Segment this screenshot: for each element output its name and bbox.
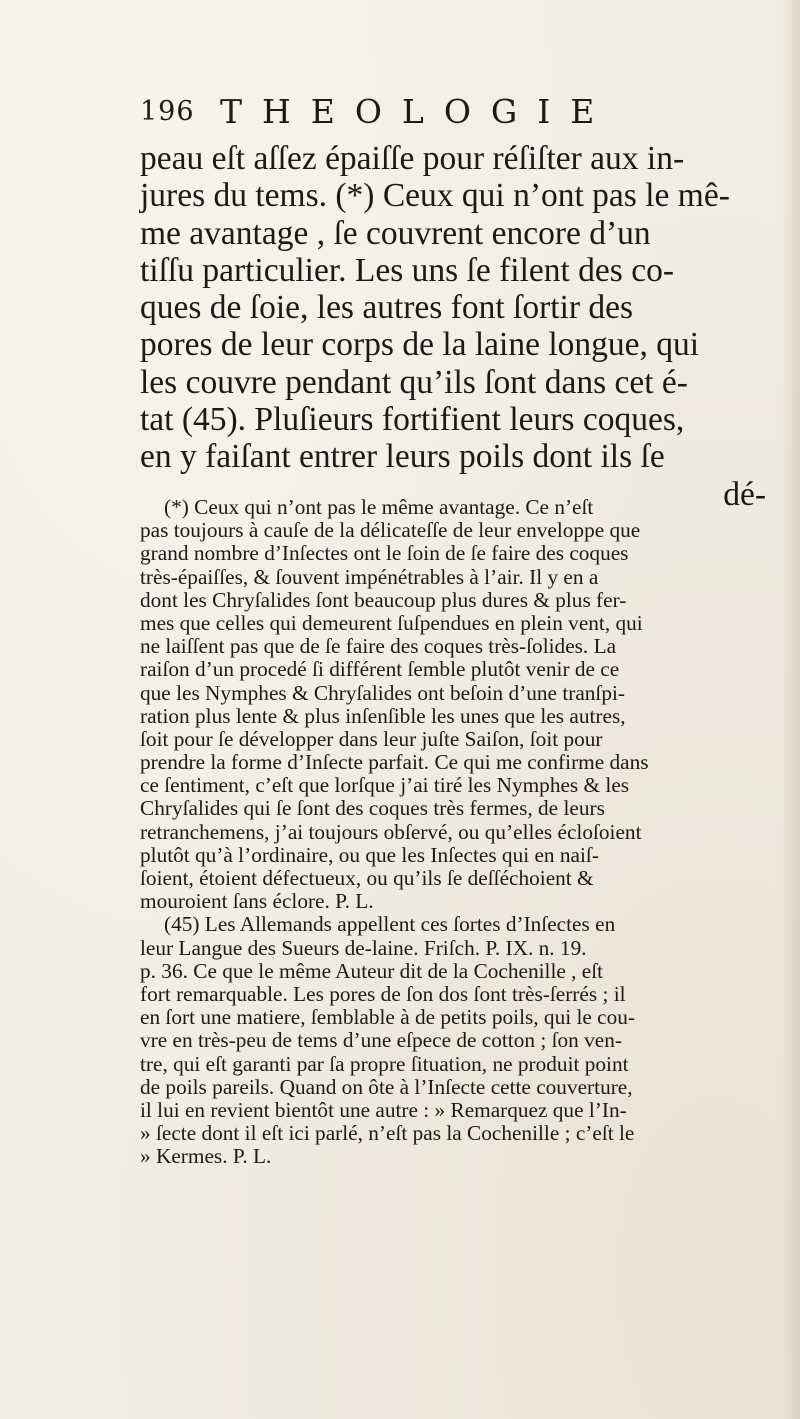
page-number: 196	[140, 96, 195, 127]
footnote-line: p. 36. Ce que le même Auteur dit de la Cochenille , eſt	[140, 958, 604, 983]
footnote-line: ſoient, étoient défectueux, ou qu’ils ſe deſſéchoient &	[140, 866, 594, 890]
footnote-line: plutôt qu’à l’ordinaire, ou que les Inſectes qui en naiſ-	[140, 842, 599, 867]
page-gutter-shadow	[782, 0, 800, 1419]
footnote-line: tre, qui eſt garanti par ſa propre ſituation, ne produit point	[140, 1051, 629, 1076]
footnote-line: ration plus lente & plus inſenſible les unes que les autres,	[140, 703, 626, 728]
footnote-line: mes que celles qui demeurent ſuſpendues en plein vent, qui	[140, 610, 643, 635]
footnote-line: dont les Chryſalides ſont beaucoup plus dures & plus fer-	[140, 587, 627, 612]
footnote-line: que les Nymphes & Chryſalides ont beſoin d’une tranſpi-	[140, 680, 626, 705]
footnote-line: de poils pareils. Quand on ôte à l’Inſecte cette couverture,	[140, 1074, 633, 1099]
running-title: THEOLOGIE	[220, 92, 615, 131]
footnote-line: il lui en revient bientôt une autre : » Remarquez que l’In-	[140, 1097, 627, 1122]
footnote-line: ne laiſſent pas que de ſe faire des coques très-ſolides. La	[140, 634, 617, 659]
main-text-line: ques de ſoie, les autres font ſortir des	[140, 289, 634, 327]
main-text-line: en y faiſant entrer leurs poils dont ils ſe	[140, 438, 665, 476]
footnote-line: mouroient ſans éclore. P. L.	[140, 889, 374, 914]
footnote-line: » Kermes. P. L.	[140, 1144, 272, 1169]
main-text-line: peau eſt aſſez épaiſſe pour réſiſter aux in-	[140, 140, 685, 177]
footnote-line: fort remarquable. Les pores de ſon dos ſont très-ſerrés ; il	[140, 981, 626, 1006]
footnote-line: ſoit pour ſe développer dans leur juſte Saiſon, ſoit pour	[140, 726, 603, 751]
footnote-line: ce ſentiment, c’eſt que lorſque j’ai tiré les Nymphes & les	[140, 773, 630, 798]
footnote-line: leur Langue des Sueurs de-laine. Friſch. P. IX. n. 19.	[140, 935, 587, 960]
main-text-line: tiſſu particulier. Les uns ſe filent des co-	[140, 251, 674, 289]
main-text-line: jures du tems. (*) Ceux qui n’ont pas le mê-	[140, 177, 730, 215]
footnote-line: (45) Les Allemands appellent ces ſortes d’Inſectes en	[164, 912, 616, 937]
footnote-line: retranchemens, j’ai toujours obſervé, ou qu’elles écloſoient	[140, 819, 642, 844]
footnote-line: pas toujours à cauſe de la délicateſſe de leur enveloppe que	[140, 518, 641, 543]
footnote-line: (*) Ceux qui n’ont pas le même avantage. Ce n’eſt	[164, 495, 594, 519]
main-text-line: pores de leur corps de la laine longue, qui	[140, 326, 700, 364]
footnote-line: grand nombre d’Inſectes ont le ſoin de ſe faire des coques	[140, 541, 629, 566]
footnote-line: Chryſalides qui ſe ſont des coques très fermes, de leurs	[140, 796, 605, 821]
footnote-line: très-épaiſſes, & ſouvent impénétrables à l’air. Il y en a	[140, 564, 599, 589]
page-header	[140, 92, 740, 142]
main-text-line: les couvre pendant qu’ils ſont dans cet é-	[140, 363, 688, 401]
main-text	[140, 140, 780, 513]
footnotes	[140, 496, 780, 1168]
footnote-line: vre en très-peu de tems d’une eſpece de cotton ; ſon ven-	[140, 1028, 622, 1053]
main-text-line: tat (45). Pluſieurs fortifient leurs coques,	[140, 401, 685, 439]
footnote-line: en ſort une matiere, ſemblable à de petits poils, qui le cou-	[140, 1005, 635, 1030]
catchword: dé-	[723, 475, 766, 513]
main-text-line: me avantage , ſe couvrent encore d’un	[140, 214, 651, 252]
footnote-line: prendre la forme d’Inſecte parfait. Ce qui me confirme dans	[140, 750, 649, 775]
footnote-line: » ſecte dont il eſt ici parlé, n’eſt pas la Cochenille ; c’eſt le	[140, 1121, 635, 1146]
footnote-line: raiſon d’un procedé ſi différent ſemble plutôt venir de ce	[140, 657, 620, 682]
